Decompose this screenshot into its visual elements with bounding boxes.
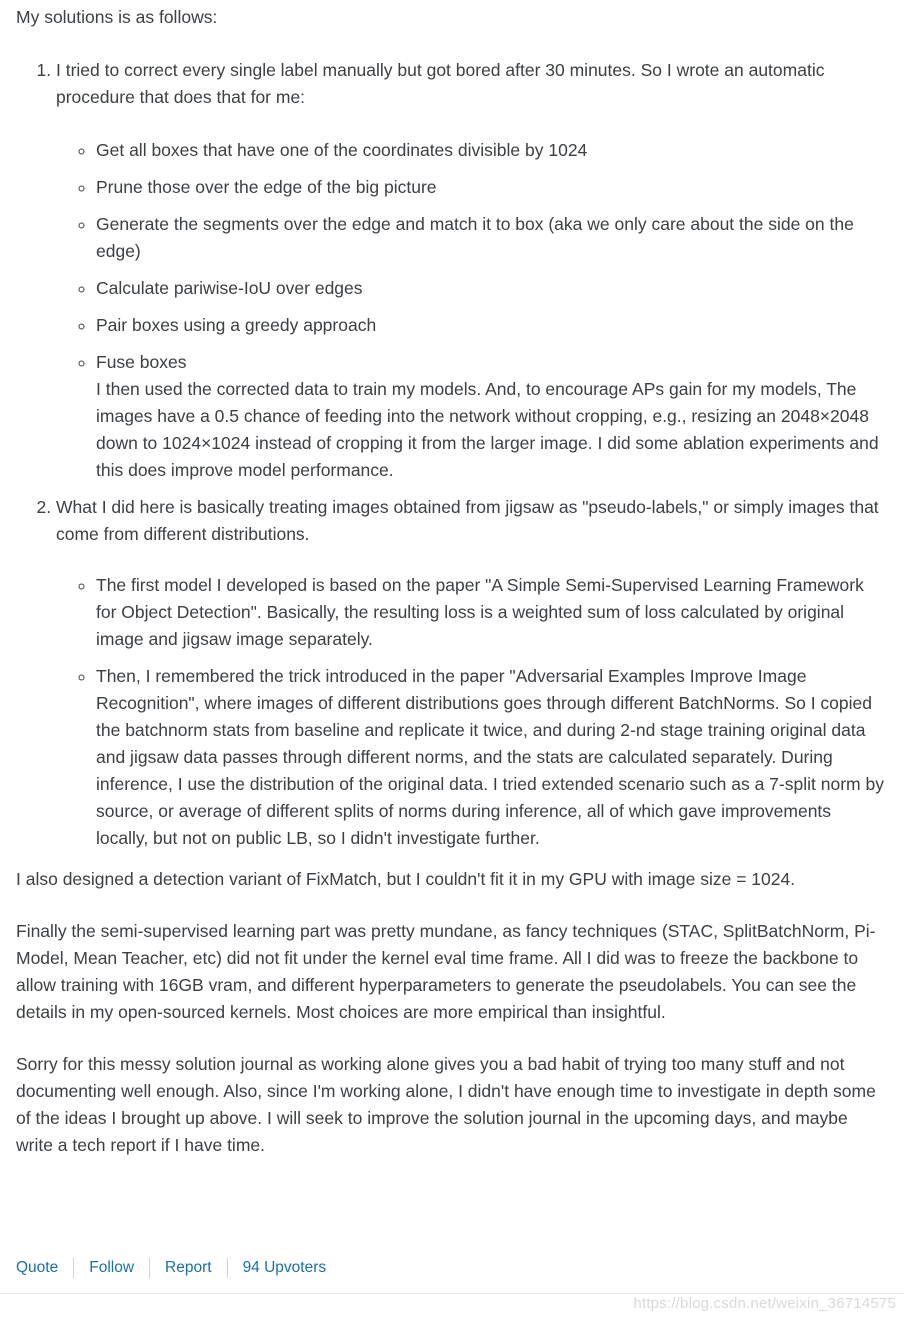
upvoters-link[interactable]: 94 Upvoters [242, 1259, 327, 1276]
paragraph-semi-supervised: Finally the semi-supervised learning part was pretty mundane, as fancy techniques (STAC, SplitBatchNorm, Pi-Model, Mean Teacher, etc) did not fit under the kernel eval time frame. All I did was to freeze the backbone to allow training with 16GB vram, and different hyperparameters to generate the pseudolabels. You can see the details in my open-sourced kernels. Most choices are more empirical than insightful. [16, 921, 876, 1022]
step-item-1 [56, 57, 884, 484]
paragraph-closing: Sorry for this messy solution journal as working alone gives you a bad habit of trying too many stuff and not documenting well enough. Also, since I'm working alone, I didn't have enough time to investigate in depth some of the ideas I brought up above. I will seek to improve the solution journal in the upcoming days, and maybe write a tech report if I have time. [16, 1054, 876, 1155]
intro-text: My solutions is as follows: [16, 7, 218, 27]
step-2-text: 2. What I did here is basically treating images obtained from jigsaw as "pseudo-labels," or simply images that come from different distributions. [56, 497, 879, 544]
solution-steps-list [16, 57, 884, 852]
divider [73, 1258, 74, 1278]
sub-item: ◦ Pair boxes using a greedy approach [96, 312, 884, 339]
sub-item: ◦ Then, I remembered the trick introduced in the paper "Adversarial Examples Improve Image Recognition", where images of different distributions goes through different BatchNorms. So I copied the batchnorm stats from baseline and replicate it twice, and during 2-nd stage training original data and jigsaw data passes through different norms, and the stats are calculated separately. During inference, I use the distribution of the original data. I tried extended scenario such as a 7-split norm by source, or average of different splits of norms during inference, all of which gave improvements locally, but not on public LB, so I didn't investigate further. [96, 663, 884, 852]
post-actions [16, 1256, 326, 1280]
sub-item: ◦ Calculate pariwise-IoU over edges [96, 275, 884, 302]
divider [149, 1258, 150, 1278]
follow-link[interactable]: Follow [89, 1259, 135, 1276]
step-1-followup-text: I then used the corrected data to train my models. And, to encourage APs gain for my models, The images have a 0.5 chance of feeding into the network without cropping, e.g., resizing an 2048×2048 down to 1024×1024 instead of cropping it from the larger image. I did some ablation experiments and this does improve model performance. [96, 379, 879, 480]
watermark-text: https://blog.csdn.net/weixin_36714575 [633, 1295, 896, 1312]
report-link[interactable]: Report [165, 1259, 212, 1276]
quote-link[interactable]: Quote [16, 1259, 59, 1276]
step-2-sublist [56, 572, 884, 852]
sub-item-last [96, 349, 884, 484]
sub-item: ◦ Get all boxes that have one of the coordinates divisible by 1024 [96, 137, 884, 164]
post-body [16, 4, 884, 1159]
sub-item: ◦ The first model I developed is based on the paper "A Simple Semi-Supervised Learning Framework for Object Detection". Basically, the resulting loss is a weighted sum of loss calculated by original image and jigsaw image separately. [96, 572, 884, 653]
sub-item: ◦ Generate the segments over the edge and match it to box (aka we only care about the side on the edge) [96, 211, 884, 265]
sub-item: ◦ Prune those over the edge of the big picture [96, 174, 884, 201]
step-1-sublist [56, 137, 884, 484]
paragraph-fixmatch: I also designed a detection variant of FixMatch, but I couldn't fit it in my GPU with image size = 1024. [16, 869, 796, 889]
step-item-2 [56, 494, 884, 852]
step-1-text: 1. I tried to correct every single label manually but got bored after 30 minutes. So I wrote an automatic procedure that does that for me: [56, 60, 825, 107]
divider [227, 1258, 228, 1278]
sub-item-text: Fuse boxes [96, 352, 187, 372]
